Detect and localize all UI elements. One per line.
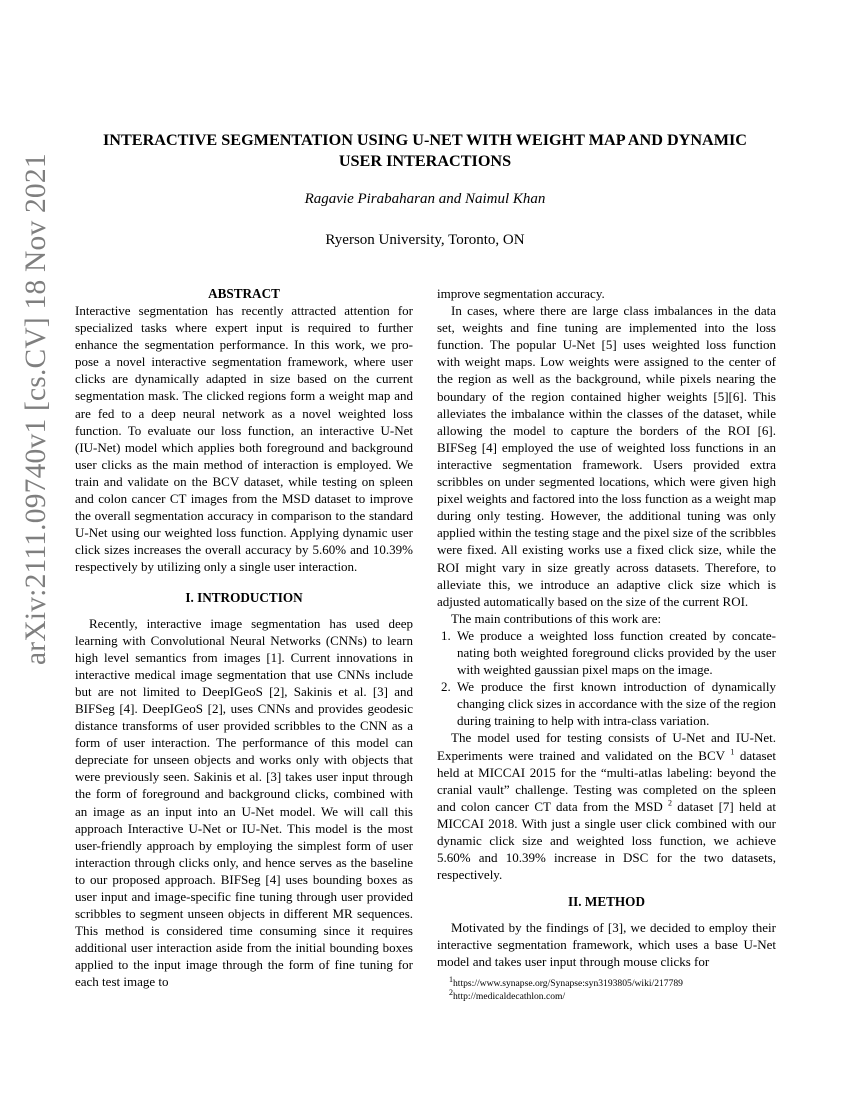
left-column xyxy=(75,285,413,991)
paper-title xyxy=(60,130,790,172)
footnote-url[interactable]: https://www.synapse.org/Synapse:syn3193805/wiki/217789 xyxy=(453,978,683,989)
introduction-paragraph-2: In cases, where there are large class imbalances in the data set, weights and fine tuning are implemented into the loss function. The popular U-Net [5] uses weighted loss function with weight maps. Low weights were assigned to the center of the region as well as the background, while pixels nearing the boundary of the region contained higher weights [5][6]. This alleviates the imbalance within the classes of the dataset, while allowing the model to capture the borders of the ROI [6]. BIFSeg [4] employed the use of weighted loss functions in an interactive segmentation framework. Users provided extra scribbles on under segmented locations, which were given high pixel weights and factored into the loss function as a weight map during only testing. However, the additional tuning was only applied within the testing stage and the pixel size of the scribbles were fixed. All existing works use a fixed click size, while the ROI might vary in size greatly across datasets. Therefore, to alleviate this, we introduce an adaptive click size which is adjusted automatically based on the size of the current ROI. xyxy=(437,303,776,609)
paper-title-line-1: INTERACTIVE SEGMENTATION USING U-NET WITH WEIGHT MAP AND DYNAMIC xyxy=(102,131,747,149)
model-paragraph xyxy=(437,729,776,883)
model-paragraph-part-2: dataset held at MICCAI 2015 for the “multi-atlas labeling: beyond the cranial vault” challenge. Testing was completed on the spleen and colon cancer CT data from the MSD xyxy=(437,747,776,814)
introduction-paragraph-1: Recently, interactive image segmentation has used deep learning with Convolutional Neural Networks (CNNs) to learn high level semantics from images [1]. Current innovations in interactive medical image segmentation that use CNNs include but are not limited to DeepIGeoS [2], Sakinis et al. [3] and BIFSeg [4]. DeepIGeoS [2], uses CNNs and provides geodesic distance transforms of user provided scribbles to the CNN as a form of user interaction. The performance of this model can depreciate for unseen objects and works only with objects that were previously seen. Sakinis et al. [3] takes user input through the form of foreground and background clicks, combined with an image as an input into an U-Net model. We will call this approach Interactive U-Net or IU-Net. This model is the most user-friendly approach by employing the simplest form of user interaction through clicks only, and hence serves as the baseline to our proposed approach. BIFSeg [4] uses bounding boxes as user input and image-specific fine tuning through user provided scribbles to segment unseen objects in different MR sequences. This method is considered time consuming since it requires additional user interaction aside from the initial bounding boxes applied to the input image through the form of fine tuning for each test image to xyxy=(75,615,413,990)
footnotes xyxy=(449,974,779,1003)
contribution-item xyxy=(437,627,776,678)
arxiv-identifier-stamp: arXiv:2111.09740v1 [cs.CV] 18 Nov 2021 xyxy=(20,153,52,665)
paper-affiliation: Ryerson University, Toronto, ON xyxy=(325,232,525,248)
paper-title-line-2: USER INTERACTIONS xyxy=(338,152,512,170)
footnote-ref-2: 2 xyxy=(667,798,672,808)
model-paragraph-part-1: The model used for testing consists of U-Net and IU-Net. Experiments were trained and validated on the BCV xyxy=(437,730,776,763)
footnote xyxy=(449,974,779,990)
footnote xyxy=(449,987,779,1003)
paper-authors: Ragavie Pirabaharan and Naimul Khan xyxy=(304,191,546,207)
contribution-text: We produce a weighted loss function created by concatenating both weighted foreground clicks provided by the user with weighted gaussian pixel maps on the image. xyxy=(457,627,776,678)
introduction-paragraph-1-continued: improve segmentation accuracy. xyxy=(437,286,605,301)
contributions-list xyxy=(437,627,776,730)
footnote-mark: 1 xyxy=(449,974,453,984)
method-heading: II. METHOD xyxy=(568,894,645,910)
contribution-item xyxy=(437,678,776,729)
contribution-number: 1. xyxy=(441,627,451,643)
introduction-heading: I. INTRODUCTION xyxy=(185,589,303,605)
right-column xyxy=(437,285,776,971)
footnote-ref-1: 1 xyxy=(730,747,735,757)
contributions-intro: The main contributions of this work are: xyxy=(451,610,662,626)
abstract-heading: ABSTRACT xyxy=(208,286,280,301)
footnote-url[interactable]: http://medicaldecathlon.com/ xyxy=(453,991,566,1002)
footnote-mark: 2 xyxy=(449,987,453,997)
contribution-number: 2. xyxy=(441,679,451,695)
contribution-text: We produce the first known introduction of dynamically changing click sizes in accordance with the size of the region during training to help with intra-class variation. xyxy=(457,679,776,729)
model-paragraph-part-3: dataset [7] held at MICCAI 2018. With just a single user click combined with our dynamic click size and weighted loss function, we achieve 5.60% and 10.39% increase in DSC for the two datasets, respectively. xyxy=(437,798,777,883)
abstract-text: Interactive segmentation has recently attracted attention for specialized tasks where expert input is required to further enhance the segmentation performance. In this work, we propose a novel interactive segmentation framework, where user clicks are dynamically adapted in size based on the current segmentation mask. The clicked regions form a weight map and are fed to a deep neural network as a novel weighted loss function. To evaluate our loss function, an interactive U-Net (IU-Net) model which applies both foreground and background user clicks as the main method of interaction is employed. We train and validate on the BCV dataset, while testing on spleen and colon cancer CT images from the MSD dataset to improve the overall segmentation accuracy in comparison to the standard U-Net using our weighted loss function. Applying dynamic user click sizes increases the overall accuracy by 5.60% and 10.39% respectively by utilizing only a single user interaction. xyxy=(75,303,413,575)
method-paragraph-1: Motivated by the findings of [3], we decided to employ their interactive segmentation framework, which uses a base U-Net model and takes user input through mouse clicks for xyxy=(437,920,776,970)
